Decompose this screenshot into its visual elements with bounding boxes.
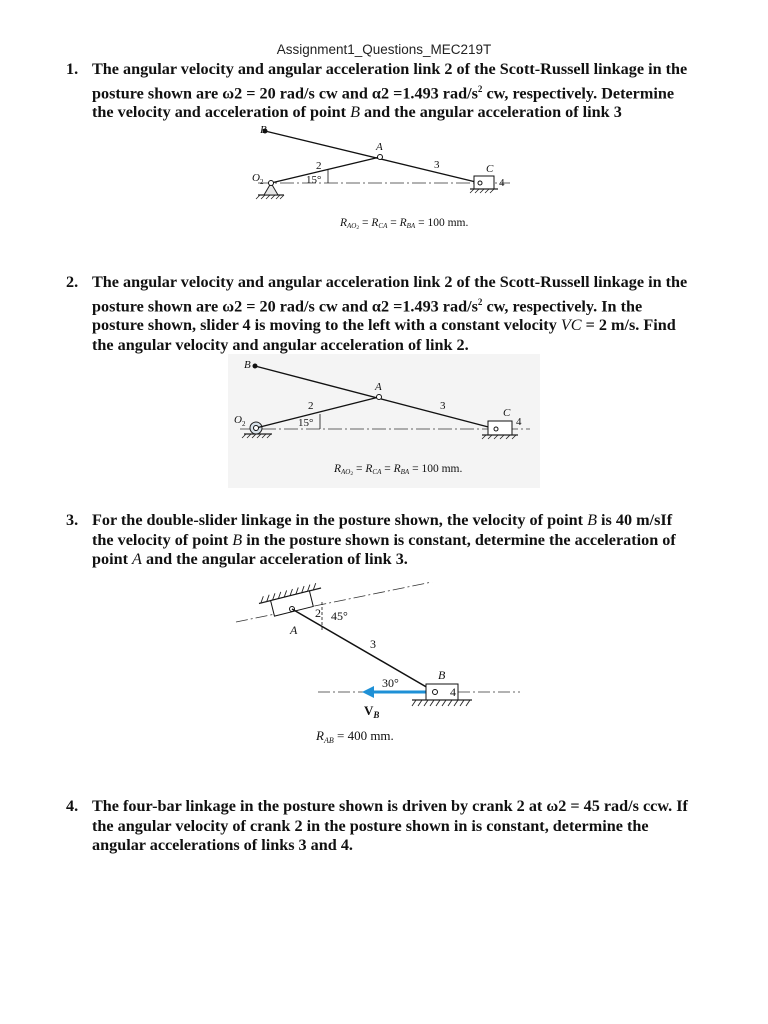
figure-caption: RAO2 = RCA = RBA = 100 mm. (334, 463, 463, 477)
label-link-4: 4 (499, 177, 505, 189)
question-3 (66, 511, 728, 570)
question-number: 1. (66, 60, 79, 78)
question-2 (66, 273, 728, 355)
joint-A (377, 395, 382, 400)
label-link-2: 2 (316, 160, 322, 172)
label-link-2: 2 (315, 606, 321, 620)
question-line: posture shown are ω2 = 20 rad/s cw and α2 =1.493 rad/$s^2$ cw, respectively. In the (92, 296, 643, 315)
joint-B (433, 690, 438, 695)
slider-4 (488, 421, 512, 435)
document-title: Assignment1_Questions_MEC219T (276, 42, 492, 57)
label-link-3: 3 (370, 637, 376, 651)
question-line: the angular velocity of crank 2 in the posture shown in is constant, determine the (92, 816, 649, 835)
question-number: 3. (66, 511, 79, 529)
question-line: The four-bar linkage in the posture shown is driven by crank 2 at ω2 = 45 rad/s ccw. If (92, 797, 688, 815)
joint-A (378, 155, 383, 160)
joint-O2 (254, 426, 259, 431)
svg-text:2: 2 (260, 178, 264, 186)
label-B: B (244, 359, 251, 371)
label-link-4: 4 (516, 416, 522, 428)
question-line: The angular velocity and angular acceleration link 2 of the Scott-Russell linkage in the (92, 60, 688, 78)
label-B: B (438, 668, 446, 682)
question-number: 2. (66, 273, 79, 291)
label-link-3: 3 (440, 400, 446, 412)
question-line: angular accelerations of links 3 and 4. (92, 836, 353, 854)
question-number: 4. (66, 797, 79, 815)
slider-4 (474, 176, 494, 189)
label-link-3: 3 (434, 159, 440, 171)
question-line: the angular velocity and angular acceleration of link 2. (92, 335, 469, 354)
question-line: point A and the angular acceleration of link 3. (92, 550, 408, 568)
label-velocity: $V_B$ (364, 703, 380, 720)
label-link-2: 2 (308, 400, 314, 412)
figure-double-slider (232, 582, 524, 752)
joint-O2 (269, 181, 274, 186)
figure-scott-russell-1 (248, 123, 520, 241)
label-O2: O (252, 172, 260, 184)
question-line: the velocity of point B in the posture shown is constant, determine the acceleration of (92, 530, 676, 549)
question-line: posture shown are ω2 = 20 rad/s cw and α2 =1.493 rad/$s^2$ cw, respectively. Determine (92, 83, 675, 102)
label-C: C (503, 407, 511, 419)
label-angle: 15° (298, 417, 314, 429)
label-A: A (376, 141, 383, 153)
question-line: For the double-slider linkage in the posture shown, the velocity of point B is 40 m/sIf (92, 511, 673, 529)
question-1 (66, 60, 728, 123)
question-4 (66, 797, 728, 856)
label-angle-45: 45° (331, 609, 348, 623)
label-link-4: 4 (450, 685, 456, 699)
question-line: The angular velocity and angular acceleration link 2 of the Scott-Russell linkage in the (92, 273, 688, 291)
label-angle-30: 30° (382, 676, 399, 690)
label-A: A (375, 381, 382, 393)
label-A: A (290, 623, 298, 637)
svg-text:2: 2 (242, 420, 246, 428)
point-B (253, 364, 258, 369)
figure-caption: $R_{AB} = 400$ mm. (316, 728, 394, 745)
label-B: B (260, 124, 267, 136)
question-line: posture shown, slider 4 is moving to the left with a constant velocity VC = 2 m/s. Find (92, 316, 676, 335)
figure-caption: RAO2 = RCA = RBA = 100 mm. (340, 217, 469, 231)
label-angle: 15° (306, 174, 322, 186)
question-line: the velocity and acceleration of point B and the angular acceleration of link 3 (92, 103, 622, 122)
label-O2: O (234, 414, 242, 426)
label-C: C (486, 163, 494, 175)
figure-scott-russell-2 (228, 354, 540, 488)
